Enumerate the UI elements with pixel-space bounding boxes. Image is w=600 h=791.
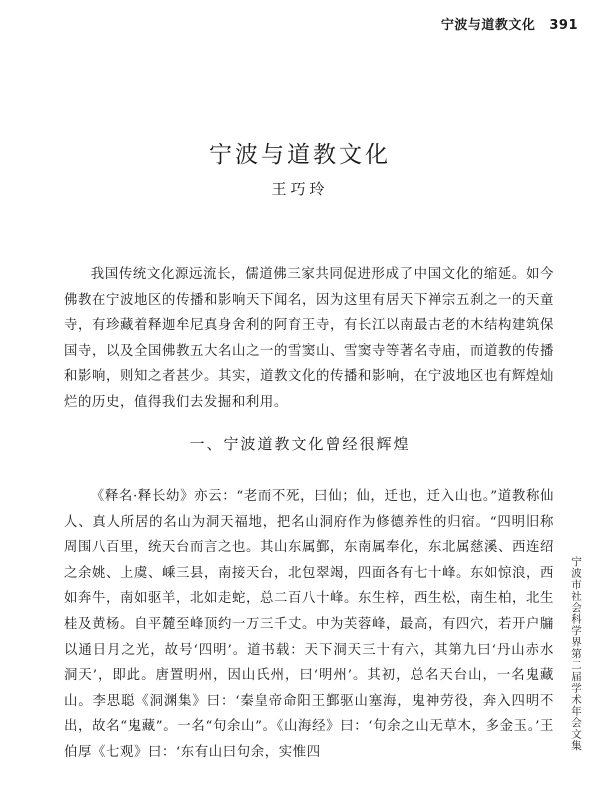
running-title: 宁波与道教文化 (440, 18, 536, 33)
page-number: 391 (549, 18, 578, 33)
section-heading: 一、宁波道教文化曾经很辉煌 (189, 435, 411, 453)
intro-paragraph: 我国传统文化源远流长，儒道佛三家共同促进形成了中国文化的缩延。如今佛教在宁波地区的传播和影响天下闻名，因为这里有居天下禅宗五刹之一的天童寺，有珍藏着释迦牟尼真身舍利的阿育王寺，有长江以南最古老的木结构建筑保国寺，以及全国佛教五大名山之一的雪窦山、雪窦寺等著名寺庙，而道教的传播和影响，则知之者甚少。其实，道教文化的传播和影响，在宁波地区也有辉煌灿烂的历史，值得我们去发掘和利用。 (64, 267, 554, 410)
section-paragraph: 《释名·释长幼》亦云：“老而不死，曰仙；仙，迁也，迁入山也。”道教称仙人、真人所居的名山为洞天福地，把名山洞府作为修德养性的归宿。“四明旧称周围八百里，统天台而言之也。其山东属鄞，东南属奉化，东北属慈溪、西连绍之余姚、上虞、嵊三县，南接天台，北包翠竭，四面各有七十峰。东如惊浪，西如奔牛，南如驱羊，北如走蛇，总二百八十峰。东生梓，西生松，南生柏，北生桂及黄杨。自平麓至峰顶约一万三千丈。中为芙蓉峰，最高，有四穴，若开户牖以通日月之光，故号‘四明’。道书载：天下洞天三十有六，其第九曰‘丹山赤水洞天’，即此。唐置明州，因山氏州，曰‘明州’。其初，总名天台山，一名鬼藏山。李思聪《洞渊集》曰：‘秦皇帝命阳王鄞驱山塞海，鬼神劳役，奔入四明不出，故名“鬼藏”。一名“句余山”。《山海经》曰：‘句余之山无草木，多金玉。’王伯厚《七观》曰：‘东有山曰句余，实惟四 (64, 489, 554, 760)
article-title: 宁波与道教文化 (209, 142, 391, 168)
side-note: 宁波市社会科学界第二届学术年会文集 (570, 556, 582, 752)
running-head (441, 14, 578, 33)
article-author: 王巧玲 (271, 180, 329, 198)
